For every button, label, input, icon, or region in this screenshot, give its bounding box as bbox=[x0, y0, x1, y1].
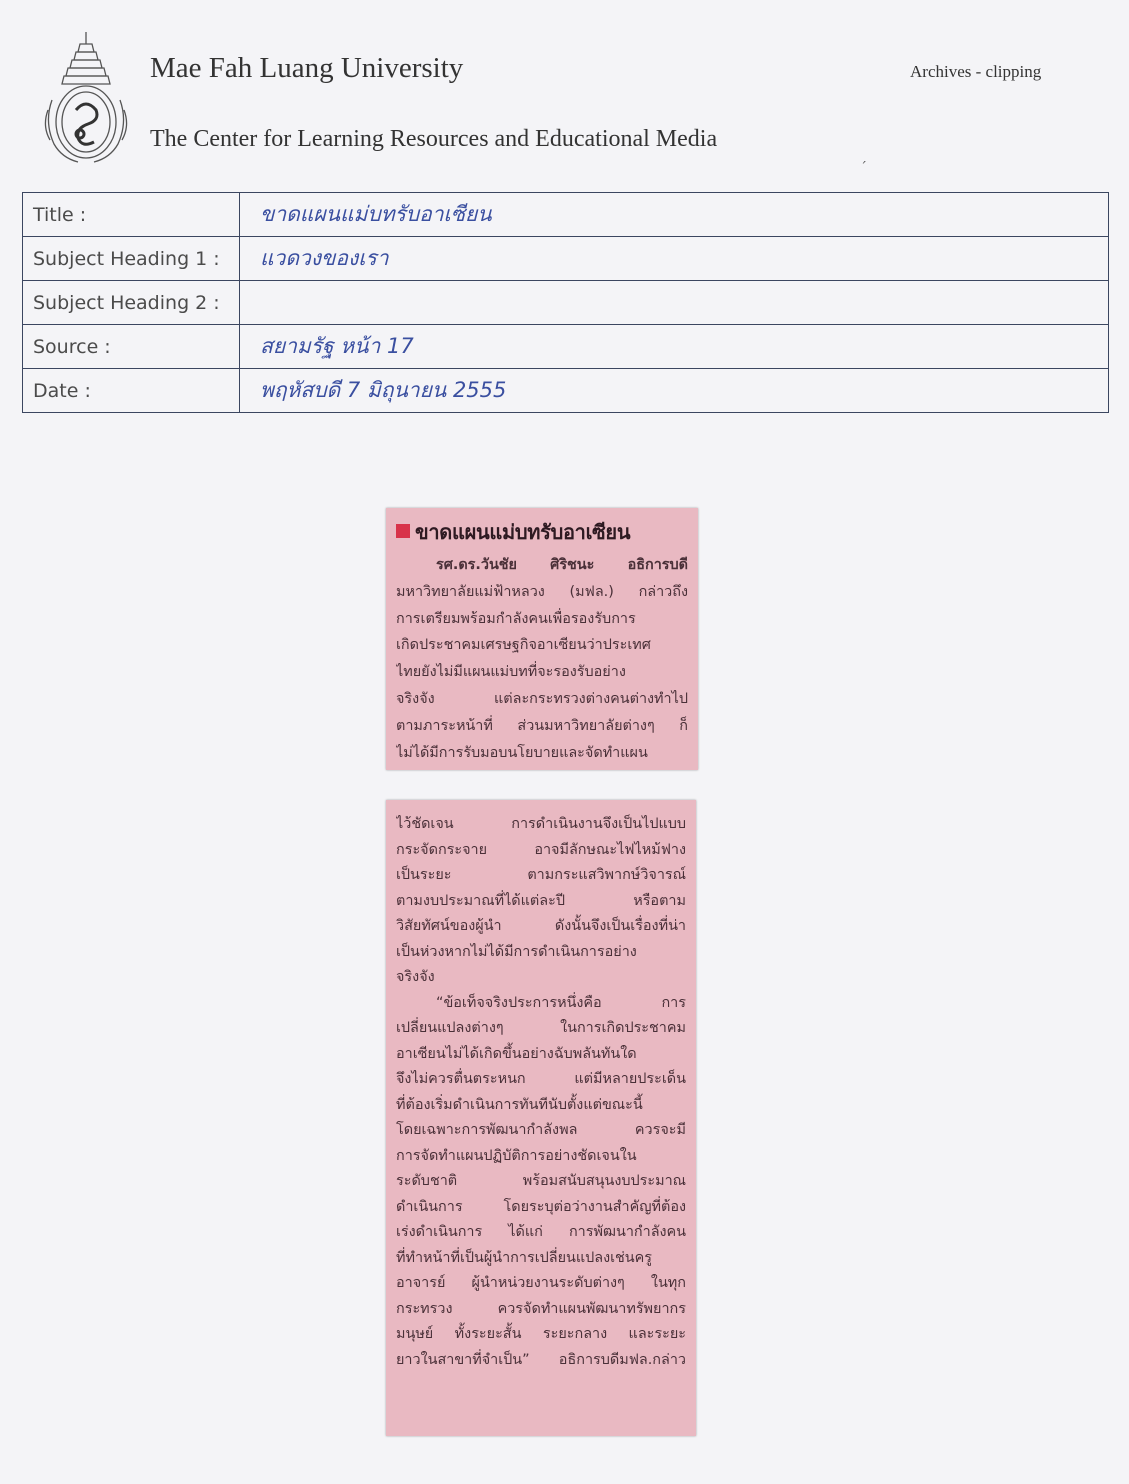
subject-heading-2-value bbox=[240, 281, 1109, 325]
university-seal-logo bbox=[42, 30, 130, 166]
article-line: ยาวในสาขาที่จำเป็น” อธิการบดีมฟล.กล่าว bbox=[396, 1351, 686, 1368]
article-line: เปลี่ยนแปลงต่างๆ ในการเกิดประชาคม bbox=[396, 1020, 686, 1036]
article-line: อาเซียนไม่ได้เกิดขึ้นอย่างฉับพลันทันใด bbox=[396, 1045, 637, 1062]
article-line: โดยเฉพาะการพัฒนากำลังพล ควรจะมี bbox=[396, 1122, 686, 1138]
article-line: วิสัยทัศน์ของผู้นำ ดังนั้นจึงเป็นเรื่องที่น่า bbox=[396, 918, 686, 934]
metadata-row-source bbox=[23, 325, 1109, 369]
date-label: Date : bbox=[23, 369, 240, 413]
article-line: รศ.ดร.วันชัย ศิริชนะ อธิการบดี bbox=[436, 557, 688, 573]
metadata-row-subject-2 bbox=[23, 281, 1109, 325]
article-line: ตามงบประมาณที่ได้แต่ละปี หรือตาม bbox=[396, 892, 686, 909]
subject-heading-2-label: Subject Heading 2 : bbox=[23, 281, 240, 325]
metadata-table bbox=[22, 192, 1109, 413]
article-line: เกิดประชาคมเศรษฐกิจอาเซียนว่าประเทศ bbox=[396, 637, 651, 654]
article-line: กระทรวง ควรจัดทำแผนพัฒนาทรัพยากร bbox=[396, 1300, 686, 1317]
article-line: เร่งดำเนินการ ได้แก่ การพัฒนากำลังคน bbox=[396, 1224, 686, 1240]
scan-speck: ˊ bbox=[860, 160, 867, 176]
newspaper-clipping-part-2 bbox=[386, 800, 696, 1436]
subject-heading-1-value: แวดวงของเรา bbox=[240, 237, 1109, 281]
source-value: สยามรัฐ หน้า 17 bbox=[240, 325, 1109, 369]
headline-text: ขาดแผนแม่บทรับอาเซียน bbox=[415, 520, 631, 544]
newspaper-clipping-part-1 bbox=[386, 508, 698, 770]
article-line: จริงจัง แต่ละกระทรวงต่างคนต่างทำไป bbox=[396, 690, 688, 707]
headline-marker-icon bbox=[396, 524, 410, 538]
center-name: The Center for Learning Resources and Educational Media bbox=[150, 126, 718, 152]
article-line: ไว้ชัดเจน การดำเนินงานจึงเป็นไปแบบ bbox=[396, 816, 686, 832]
article-line: เป็นห่วงหากไม่ได้มีการดำเนินการอย่าง bbox=[396, 943, 637, 960]
article-line: จึงไม่ควรตื่นตระหนก แต่มีหลายประเด็น bbox=[396, 1071, 686, 1087]
metadata-row-date bbox=[23, 369, 1109, 413]
title-label: Title : bbox=[23, 193, 240, 237]
article-line: การเตรียมพร้อมกำลังคนเพื่อรองรับการ bbox=[396, 610, 636, 627]
metadata-row-subject-1 bbox=[23, 237, 1109, 281]
article-line: ไม่ได้มีการรับมอบนโยบายและจัดทำแผน bbox=[396, 744, 648, 761]
date-value: พฤหัสบดี 7 มิถุนายน 2555 bbox=[240, 369, 1109, 413]
article-line: มหาวิทยาลัยแม่ฟ้าหลวง (มฟล.) กล่าวถึง bbox=[396, 583, 688, 600]
article-line: ตามภาระหน้าที่ ส่วนมหาวิทยาลัยต่างๆ ก็ bbox=[396, 717, 688, 734]
archives-label: Archives - clipping bbox=[910, 62, 1042, 81]
article-line: มนุษย์ ทั้งระยะสั้น ระยะกลาง และระยะ bbox=[396, 1326, 686, 1342]
article-line: กระจัดกระจาย อาจมีลักษณะไฟไหม้ฟาง bbox=[396, 841, 686, 858]
subject-heading-1-label: Subject Heading 1 : bbox=[23, 237, 240, 281]
source-label: Source : bbox=[23, 325, 240, 369]
article-line: จริงจัง bbox=[396, 969, 435, 985]
article-line: ดำเนินการ โดยระบุต่อว่างานสำคัญที่ต้อง bbox=[396, 1198, 686, 1215]
article-line: ที่ทำหน้าที่เป็นผู้นำการเปลี่ยนแปลงเช่นครู bbox=[396, 1249, 652, 1266]
article-line: ไทยยังไม่มีแผนแม่บทที่จะรองรับอย่าง bbox=[396, 664, 626, 681]
title-value: ขาดแผนแม่บทรับอาเซียน bbox=[240, 193, 1109, 237]
article-line: เป็นระยะ ตามกระแสวิพากษ์วิจารณ์ bbox=[396, 867, 686, 883]
university-name: Mae Fah Luang University bbox=[150, 52, 464, 84]
article-line: “ข้อเท็จจริงประการหนึ่งคือ การ bbox=[436, 994, 686, 1011]
article-line: ระดับชาติ พร้อมสนับสนุนงบประมาณ bbox=[396, 1173, 686, 1189]
clipping-headline bbox=[396, 516, 688, 548]
article-line: การจัดทำแผนปฏิบัติการอย่างชัดเจนใน bbox=[396, 1147, 637, 1164]
article-line: ที่ต้องเริ่มดำเนินการทันทีนับตั้งแต่ขณะนี้ bbox=[396, 1096, 643, 1113]
article-line: อาจารย์ ผู้นำหน่วยงานระดับต่างๆ ในทุก bbox=[396, 1275, 686, 1291]
metadata-row-title bbox=[23, 193, 1109, 237]
